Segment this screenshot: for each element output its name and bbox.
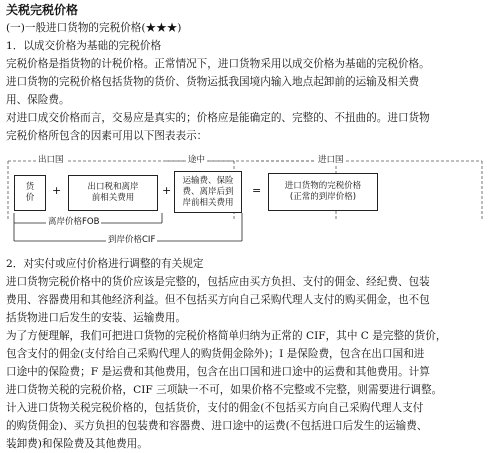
equals-operator: =	[252, 184, 262, 197]
text-line: 对进口成交价格而言，交易应是真实的；价格应是能确定的、完整的、不扭曲的。进口货物	[6, 112, 430, 124]
text-line: 用、保险费。	[6, 94, 70, 106]
text-line: 进口货物关税的完税价格，CIF 三项缺一不可，如果价格不完整或不完整，则需要进行调整。	[6, 384, 443, 396]
text-line: 费用、容器费用和其他经济利益。但不包括买方向自己采购代理人支付的购买佣金，也不包	[6, 294, 430, 306]
paragraph-3	[6, 273, 490, 327]
export-fees-box: 出口税和离岸 前相关费用	[68, 175, 158, 211]
text-line: 为了方便理解，我们可把进口货物的完税价格简单归纳为正常的 CIF，其中 C 是完整的货价，	[6, 330, 447, 342]
text-line: 括货物进口后发生的安装、运输费用。	[6, 312, 187, 324]
text-line: 的购货佣金)、买方负担的包装费和容器费、进口途中的运费(不包括进口后发生的运输费、	[6, 420, 428, 432]
text-line: 计入进口货物关税完税价格的，包括货价，支付的佣金(不包括买方向自己采购代理人支付	[6, 402, 424, 414]
text-line: 进口货物完税价格中的货价应该是完整的，包括应由买方负担、支付的佣金、经纪费、包装	[6, 276, 430, 288]
paragraph-2	[6, 109, 490, 145]
doc-title: 关税完税价格	[6, 3, 79, 17]
region-importing-label: 进口国	[318, 155, 344, 165]
text-line: 装卸费)和保险费及其他费用。	[6, 438, 148, 450]
fob-label: 离岸价格FOB	[48, 217, 100, 227]
sub-heading-2: 2．对实付或应付价格进行调整的有关规定	[6, 258, 204, 270]
price-box: 货 价	[14, 175, 46, 211]
sub-heading-1: 1．以成交价格为基础的完税价格	[6, 40, 162, 52]
text-line: 包含支付的佣金(支付给自己采购代理人的购货佣金除外)；I 是保险费，包含在出口国和进	[6, 348, 425, 360]
price-composition-diagram	[6, 149, 490, 253]
section-heading: (一)一般进口货物的完税价格(★★★)	[6, 22, 182, 34]
text-line: 完税价格所包含的因素可用以下图表表示：	[6, 130, 208, 142]
customs-value-box: 进口货物的完税价格 (正常的到岸价格)	[268, 173, 378, 211]
cif-label: 到岸价格CIF	[108, 235, 156, 245]
document	[6, 2, 490, 453]
plus-operator-1: +	[52, 184, 62, 197]
region-transit-label: 途中	[188, 155, 206, 165]
text-line: 进口货物的完税价格包括货物的货价、货物运抵我国境内输入地点起卸前的运输及相关费	[6, 76, 420, 88]
transit-fees-box: 运输费、保险 费、离岸后到 岸前相关费用	[174, 171, 242, 213]
paragraph-1	[6, 55, 490, 109]
plus-operator-2: +	[162, 184, 172, 197]
region-exporting-label: 出口国	[38, 155, 64, 165]
text-line: 口途中的保险费；F 是运费和其他费用，包含在出口国和进口途中的运费和其他费用。计算	[6, 366, 430, 378]
paragraph-4	[6, 327, 490, 453]
text-line: 完税价格是指货物的计税价格。正常情况下，进口货物采用以成交价格为基础的完税价格。	[6, 58, 430, 70]
